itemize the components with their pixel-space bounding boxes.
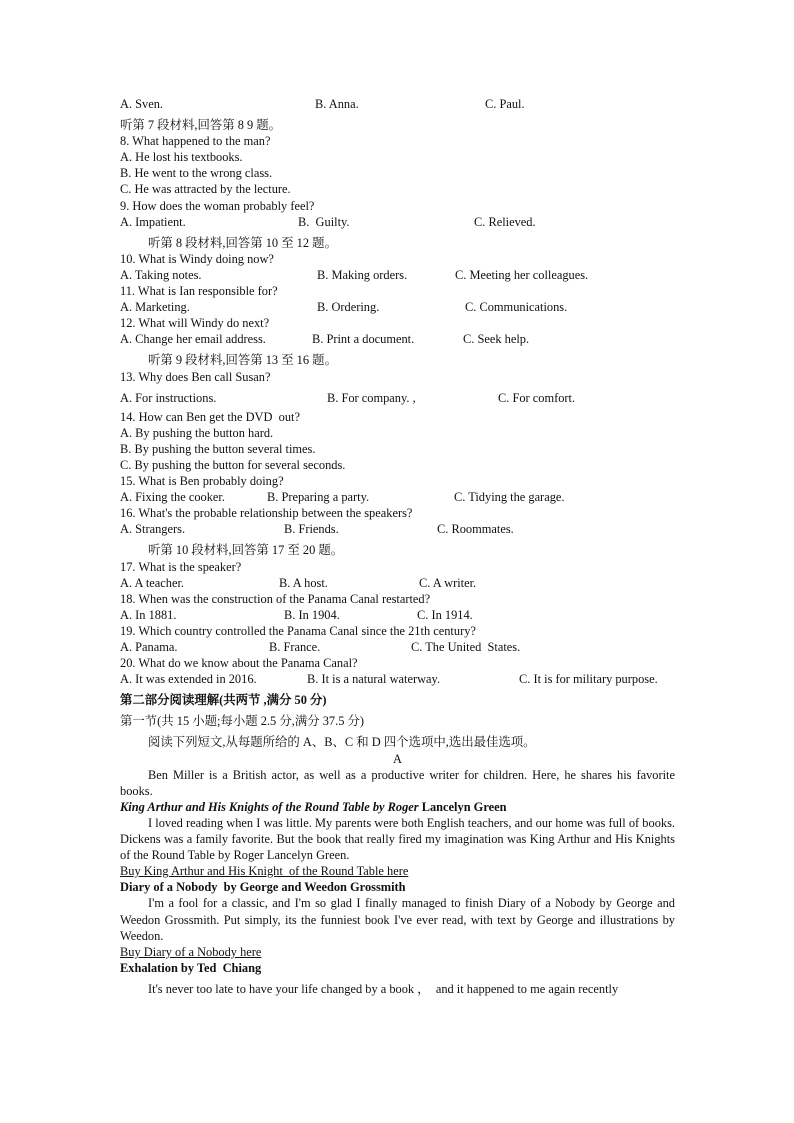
q12-stem: 12. What will Windy do next?: [120, 316, 270, 331]
q11-options: [120, 299, 675, 315]
q15-stem: 15. What is Ben probably doing?: [120, 474, 284, 489]
q10-option-c: C. Meeting her colleagues.: [455, 267, 589, 282]
q20-option-c: C. It is for military purpose.: [519, 672, 658, 687]
section-9-heading: 听第 9 段材料,回答第 13 至 16 题。: [148, 353, 337, 368]
q17-option-a: A. A teacher.: [120, 575, 184, 590]
book-3-title: Exhalation by Ted Chiang: [120, 960, 262, 975]
q10-option-b: B. Making orders.: [317, 267, 408, 282]
q11-option-a: A. Marketing.: [120, 300, 190, 315]
q7-option-c: C. Paul.: [485, 97, 525, 111]
q13-option-b: B. For company. ,: [327, 390, 416, 405]
book-1-buy-link[interactable]: Buy King Arthur and His Knight of the Round Table here: [120, 864, 409, 879]
q10-options: [120, 267, 675, 283]
q20-option-a: A. It was extended in 2016.: [120, 672, 257, 687]
q16-option-c: C. Roommates.: [437, 522, 514, 537]
q13-option-a: A. For instructions.: [120, 390, 217, 405]
q9-options: [120, 214, 675, 230]
q16-option-b: B. Friends.: [284, 522, 339, 537]
q17-options: [120, 575, 675, 591]
q9-option-b: B. Guilty.: [298, 214, 350, 229]
q16-stem: 16. What's the probable relationship between the speakers?: [120, 506, 413, 521]
book-1-text: I loved reading when I was little. My parents were both English teachers, and our home was full of books. Dickens was a family favorite. But the book that really fired my imagination was King Arthur and His Knights of the Round Table by Roger Lancelyn Green.: [120, 815, 675, 863]
q20-option-b: B. It is a natural waterway.: [307, 672, 441, 687]
passage-label: A: [393, 751, 402, 766]
q12-option-b: B. Print a document.: [312, 332, 415, 347]
q14-option-a: A. By pushing the button hard.: [120, 425, 274, 440]
q20-options: [120, 671, 675, 687]
q16-options: [120, 521, 675, 537]
q12-options: [120, 331, 675, 347]
q18-option-c: C. In 1914.: [417, 607, 473, 622]
q11-option-b: B. Ordering.: [317, 300, 380, 315]
q15-option-b: B. Preparing a party.: [267, 490, 370, 505]
q18-options: [120, 607, 675, 623]
q7-option-b: B. Anna.: [315, 97, 359, 111]
q15-option-a: A. Fixing the cooker.: [120, 490, 225, 505]
book-3-text: It's never too late to have your life changed by a book ， and it happened to me again recently: [148, 981, 619, 996]
q10-option-a: A. Taking notes.: [120, 267, 202, 282]
q19-options: [120, 639, 675, 655]
q9-option-c: C. Relieved.: [474, 214, 536, 229]
q8-option-b: B. He went to the wrong class.: [120, 166, 273, 181]
q13-option-c: C. For comfort.: [498, 390, 576, 405]
q18-stem: 18. When was the construction of the Panama Canal restarted?: [120, 591, 431, 606]
q15-option-c: C. Tidying the garage.: [454, 490, 565, 505]
q18-option-b: B. In 1904.: [284, 607, 340, 622]
part-2-heading: 第二部分阅读理解(共两节 ,满分 50 分): [120, 693, 327, 708]
book-1-title-italic: King Arthur and His Knights of the Round Table by Roger: [120, 799, 419, 814]
book-2-text: I'm a fool for a classic, and I'm so glad I finally managed to finish Diary of a Nobody by George and Weedon Grossmith. Put simply, its the funniest book I've ever read, with text by George and illustrations by Weedon.: [120, 896, 675, 943]
q16-option-a: A. Strangers.: [120, 522, 186, 537]
q14-stem: 14. How can Ben get the DVD out?: [120, 409, 300, 424]
section-8-heading: 听第 8 段材料,回答第 10 至 12 题。: [148, 235, 337, 250]
q11-stem: 11. What is Ian responsible for?: [120, 284, 278, 299]
q13-stem: 13. Why does Ben call Susan?: [120, 369, 271, 384]
q15-options: [120, 489, 675, 505]
q17-option-b: B. A host.: [279, 575, 328, 590]
q12-option-c: C. Seek help.: [463, 332, 530, 347]
section-10-heading: 听第 10 段材料,回答第 17 至 20 题。: [148, 543, 344, 558]
book-1-title-rest: Lancelyn Green: [418, 799, 507, 814]
section-1-heading: 第一节(共 15 小题;每小题 2.5 分,满分 37.5 分): [120, 714, 365, 729]
q8-stem: 8. What happened to the man?: [120, 134, 271, 149]
q8-option-a: A. He lost his textbooks.: [120, 150, 243, 165]
passage-intro: Ben Miller is a British actor, as well as a productive writer for children. Here, he shares his favorite books.: [120, 767, 675, 798]
q8-option-c: C. He was attracted by the lecture.: [120, 182, 291, 197]
q18-option-a: A. In 1881.: [120, 607, 177, 622]
q19-option-b: B. France.: [269, 640, 321, 654]
book-2-buy-link[interactable]: Buy Diary of a Nobody here: [120, 944, 262, 959]
q13-options: [120, 390, 675, 406]
q7-option-a: A. Sven.: [120, 97, 164, 111]
q17-stem: 17. What is the speaker?: [120, 559, 242, 574]
section-7-heading: 听第 7 段材料,回答第 8 9 题。: [120, 118, 282, 133]
q9-option-a: A. Impatient.: [120, 214, 186, 229]
q7-options: [120, 96, 675, 112]
q17-option-c: C. A writer.: [419, 575, 477, 590]
q19-stem: 19. Which country controlled the Panama Canal since the 21th century?: [120, 623, 476, 638]
q19-option-a: A. Panama.: [120, 640, 178, 654]
q20-stem: 20. What do we know about the Panama Canal?: [120, 656, 358, 671]
q9-stem: 9. How does the woman probably feel?: [120, 198, 315, 213]
q19-option-c: C. The United States.: [411, 640, 521, 654]
reading-instruction: 阅读下列短文,从每题所给的 A、B、C 和 D 四个选项中,选出最佳选项。: [148, 735, 536, 750]
q12-option-a: A. Change her email address.: [120, 332, 266, 347]
q11-option-c: C. Communications.: [465, 300, 568, 315]
q10-stem: 10. What is Windy doing now?: [120, 251, 274, 266]
book-2-title: Diary of a Nobody by George and Weedon Grossmith: [120, 880, 406, 895]
q14-option-c: C. By pushing the button for several seconds.: [120, 457, 346, 472]
exam-page: [120, 96, 675, 997]
book-1-title: [120, 799, 675, 815]
q14-option-b: B. By pushing the button several times.: [120, 441, 316, 456]
